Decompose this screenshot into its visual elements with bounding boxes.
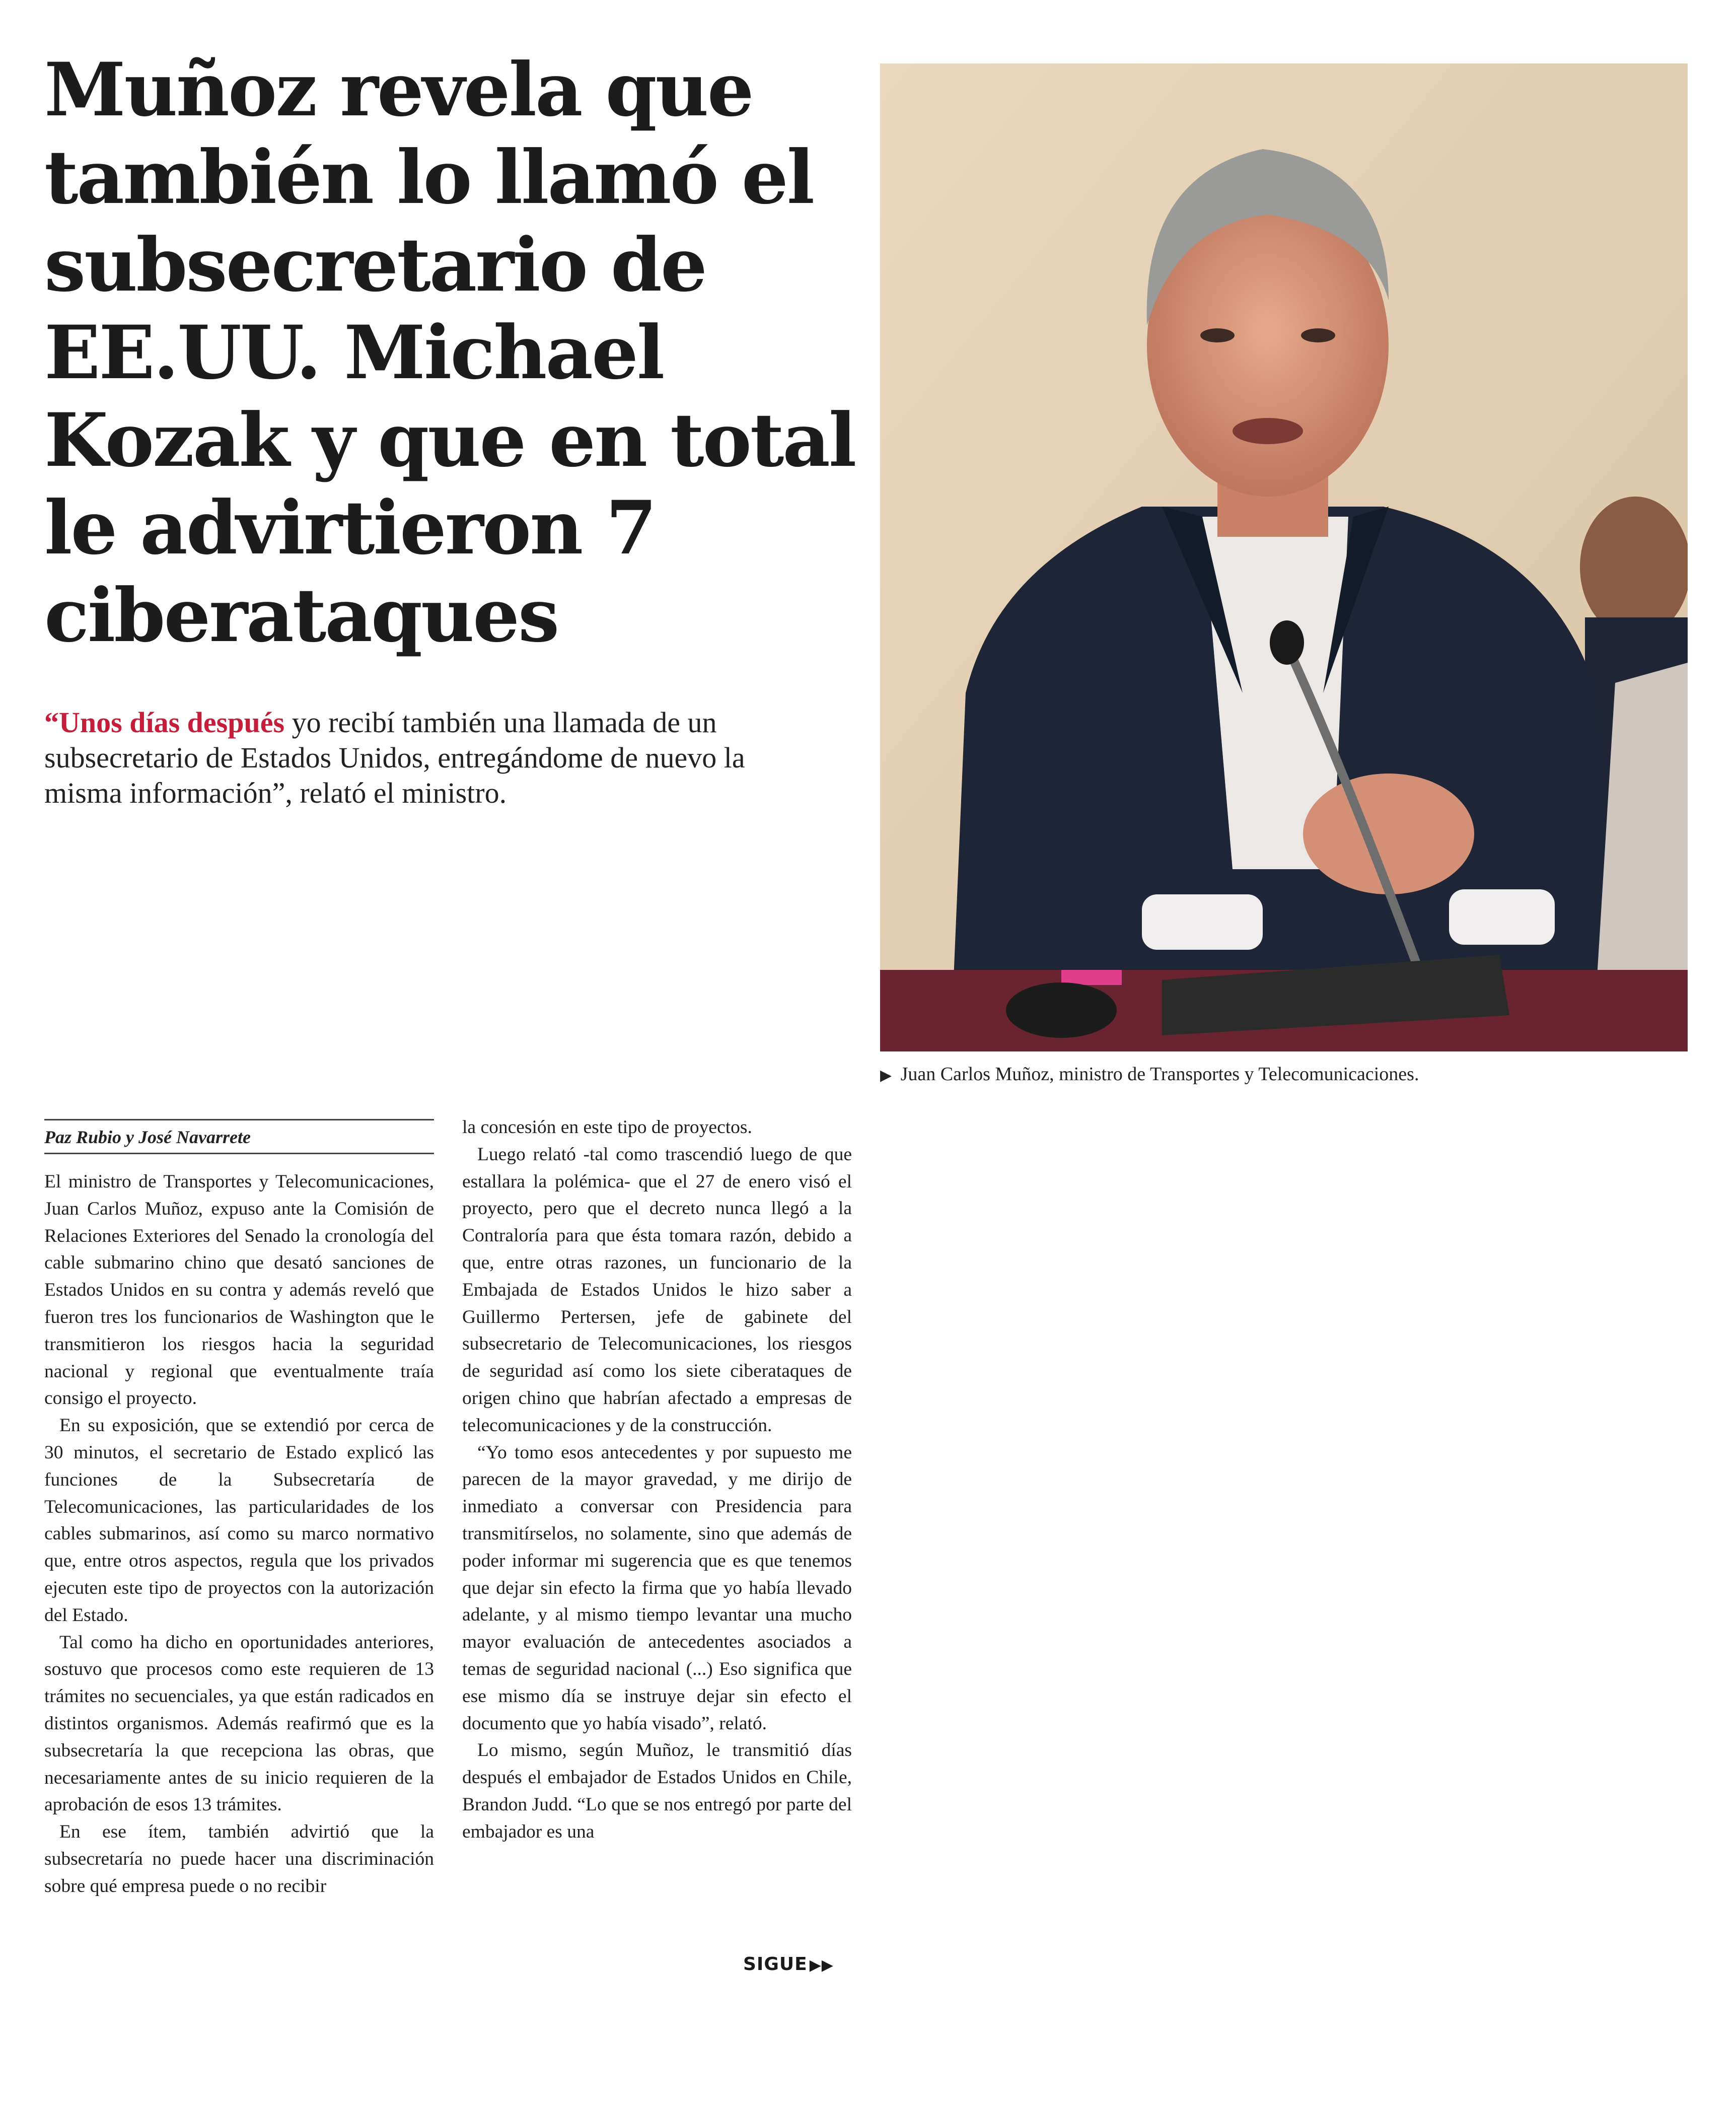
pullquote-highlight: “Unos días después [44, 706, 285, 739]
paragraph: En su exposición, que se extendió por cerca de 30 minutos, el secretario de Estado explicó las funciones de la Subsecretaría de Telecomunicaciones, las particularidades de los cables submarinos, así como su marco normativo que, entre otros aspectos, regula que los privados ejecuten este tipo de proyectos con la autorización del Estado. [44, 1415, 434, 1626]
paragraph: Tal como ha dicho en oportunidades anteriores, sostuvo que procesos como este requieren de 13 trámites no secuenciales, ya que están radicados en distintos organismos. Además reafirmó que es la subsecretaría la que recepciona las obras, que necesariamente antes de su inicio requieren de la aprobación de esos 13 trámites. [44, 1632, 434, 1815]
paragraph: El ministro de Transportes y Telecomunicaciones, Juan Carlos Muñoz, expuso ante la Comisión de Relaciones Exteriores del Senado la cronología del cable submarino chino que desató sanciones de Estados Unidos en su contra y además reveló que fueron tres los funcionarios de Washington que le transmitieron los riesgos hacia la seguridad nacional y regional que eventualmente traía consigo el proyecto. [44, 1171, 434, 1409]
paragraph: Luego relató -tal como trascendió luego de que estallara la polémica- que el 27 de enero visó el proyecto, pero que el decreto nunca llegó a la Contraloría para que ésta tomara razón, debido a que, entre otras razones, un funcionario de la Embajada de Estados Unidos le hizo saber a Guillermo Pertersen, jefe de gabinete del subsecretario de Telecomunicaciones, los riesgos de seguridad así como los siete ciberataques de origen chino que habrían afectado a empresas de telecomunicaciones y de la construcción. [462, 1144, 852, 1436]
caption-marker-icon: ▶ [880, 1067, 892, 1084]
paragraph: “Yo tomo esos antecedentes y por supuesto me parecen de la mayor gravedad, y me dirijo de inmediato a conversar con Presidencia para transmitírselos, no solamente, sino que además de poder informar mi sugerencia que es que tenemos que dejar sin efecto la firma que yo había llevado adelante, y al mismo tiempo levantar una mucho mayor evaluación de antecedentes asociados a temas de seguridad nacional (...) Eso significa que ese mismo día se instruye dejar sin efecto el documento que yo había visado”, relató. [462, 1442, 852, 1734]
continue-label: SIGUE [743, 1954, 808, 1975]
paragraph: En ese ítem, también advirtió que la subsecretaría no puede hacer una discriminación sobre qué empresa puede o no recibir [44, 1821, 434, 1896]
continue-link[interactable] [743, 1954, 834, 1975]
paragraph: la concesión en este tipo de proyectos. [462, 1117, 752, 1138]
body-column-2 [462, 1114, 852, 1846]
headline: Muñoz revela que también lo llamó el subsecretario de EE.UU. Michael Kozak y que en total le advirtieron 7 ciberataques [44, 47, 855, 659]
byline: Paz Rubio y José Navarrete [44, 1119, 434, 1154]
continue-arrows-icon: ▶▶ [809, 1956, 834, 1974]
pullquote [44, 705, 779, 811]
paragraph: Lo mismo, según Muñoz, le transmitió días después el embajador de Estados Unidos en Chile, Brandon Judd. “Lo que se nos entregó por parte del embajador es una [462, 1740, 852, 1842]
juan-carlos-munoz-photo [880, 63, 1688, 1051]
body-column-1 [44, 1168, 434, 1900]
caption-text: Juan Carlos Muñoz, ministro de Transportes y Telecomunicaciones. [900, 1064, 1419, 1085]
pullquote-text: yo recibí también una llamada de un subsecretario de Estados Unidos, entregándome de nuevo la misma información”, relató el ministro. [44, 706, 745, 809]
photo-caption [880, 1062, 1688, 1088]
